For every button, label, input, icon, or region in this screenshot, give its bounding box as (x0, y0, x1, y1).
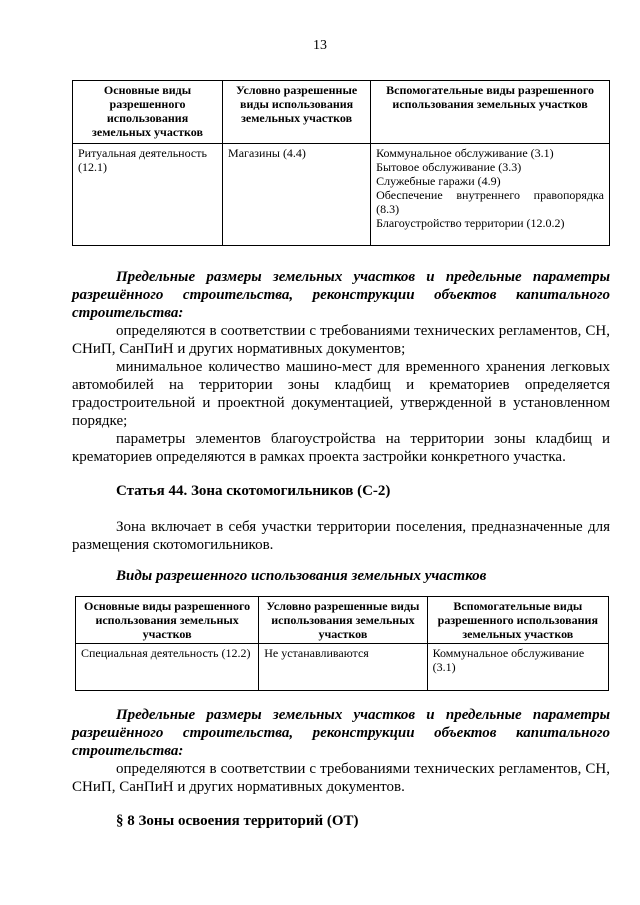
table-cell: Коммунальное обслуживание (3.1) (427, 644, 608, 691)
section-heading: Предельные размеры земельных участков и предельные параметры разрешённого строительства, реконструкции объектов капитального строительства: (72, 707, 610, 759)
land-use-table-cattle-burial (75, 596, 609, 691)
table-header: Основные виды разрешенного использования земельных участков (73, 81, 223, 144)
list-item: Обеспечение внутреннего правопорядка (8.3) (376, 188, 604, 216)
table-cell-list (371, 144, 610, 246)
paragraph: определяются в соответствии с требованиями технических регламентов, СН, СНиП, СанПиН и других нормативных документов; (72, 323, 610, 357)
article-title: Статья 44. Зона скотомогильников (С-2) (116, 483, 391, 499)
table-header: Условно разрешенные виды использования земельных участков (259, 597, 427, 644)
table-cell: Специальная деятельность (12.2) (76, 644, 259, 691)
list-item: Коммунальное обслуживание (3.1) (376, 146, 554, 160)
table-header: Вспомогательные виды разрешенного использования земельных участков (371, 81, 610, 144)
table-cell: Не устанавливаются (259, 644, 427, 691)
page-number: 13 (313, 38, 327, 53)
section-heading: Предельные размеры земельных участков и предельные параметры разрешённого строительства, реконструкции объектов капитального строительства: (72, 269, 610, 321)
table-header: Вспомогательные виды разрешенного использования земельных участков (427, 597, 608, 644)
table-header: Основные виды разрешенного использования земельных участков (76, 597, 259, 644)
section-title: § 8 Зоны освоения территорий (ОТ) (116, 813, 359, 829)
paragraph: параметры элементов благоустройства на территории зоны кладбищ и крематориев определяются в рамках проекта застройки конкретного участка. (72, 431, 610, 465)
list-item: Бытовое обслуживание (3.3) (376, 160, 522, 174)
paragraph: определяются в соответствии с требованиями технических регламентов, СН, СНиП, СанПиН и других нормативных документов. (72, 761, 610, 795)
paragraph: минимальное количество машино-мест для временного хранения легковых автомобилей на территории зоны кладбищ и крематориев определяется градостроительной и проектной документацией, утвержденной в установленном порядке; (72, 359, 610, 429)
land-use-table-cemetery (72, 80, 610, 246)
table-cell: Магазины (4.4) (223, 144, 371, 246)
table-subheading: Виды разрешенного использования земельных участков (116, 568, 487, 584)
paragraph: Зона включает в себя участки территории поселения, предназначенные для размещения скотомогильников. (72, 519, 610, 553)
table-cell: Ритуальная деятельность (12.1) (73, 144, 223, 246)
list-item: Служебные гаражи (4.9) (376, 174, 501, 188)
table-header: Условно разрешенные виды использования земельных участков (223, 81, 371, 144)
list-item: Благоустройство территории (12.0.2) (376, 216, 565, 230)
